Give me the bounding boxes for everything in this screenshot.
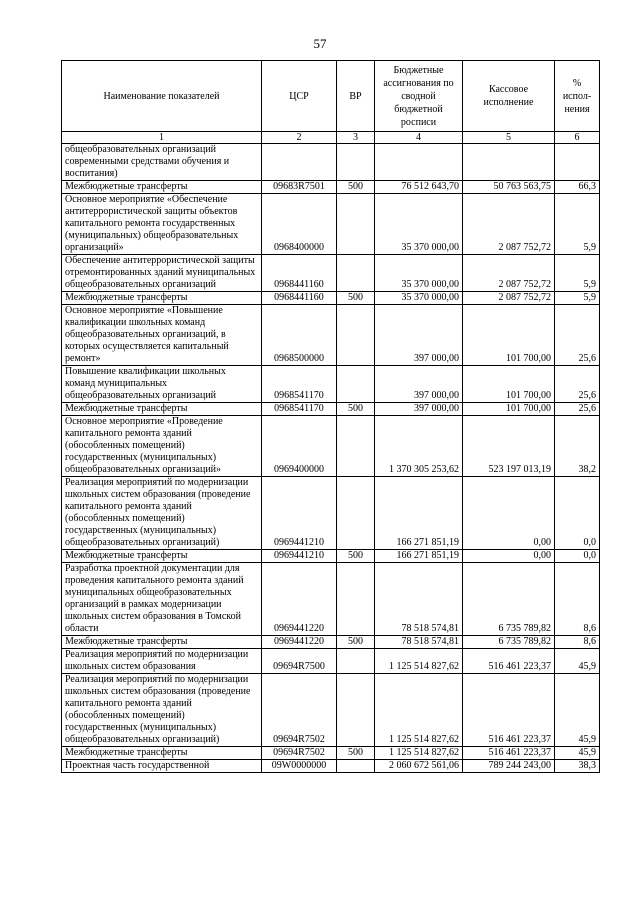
cell-csr: 0969441210 [262,477,337,550]
cell-vr [337,649,375,674]
cell-indicator-name: Основное мероприятие «Проведение капитального ремонта зданий (обособленных помещений) государственных (муниципальных) общеобразовательных организаций» [62,416,262,477]
cell-budget-allocation: 1 370 305 253,62 [375,416,463,477]
cell-vr [337,366,375,403]
cell-cash-execution: 6 735 789,82 [463,636,555,649]
cell-vr [337,760,375,773]
cell-indicator-name: Межбюджетные трансферты [62,747,262,760]
cell-execution-percent: 25,6 [555,305,600,366]
column-number: 2 [262,132,337,144]
cell-indicator-name: Межбюджетные трансферты [62,403,262,416]
cell-execution-percent: 45,9 [555,747,600,760]
cell-csr: 09694R7500 [262,649,337,674]
cell-cash-execution: 2 087 752,72 [463,292,555,305]
cell-csr: 09694R7502 [262,747,337,760]
table-row [62,760,600,773]
table-row [62,747,600,760]
table-row [62,403,600,416]
cell-budget-allocation [375,144,463,181]
cell-cash-execution: 2 087 752,72 [463,194,555,255]
table-row [62,477,600,550]
cell-indicator-name: Межбюджетные трансферты [62,292,262,305]
cell-vr: 500 [337,292,375,305]
cell-budget-allocation: 1 125 514 827,62 [375,747,463,760]
cell-execution-percent: 45,9 [555,649,600,674]
table-row [62,636,600,649]
cell-csr: 0969441210 [262,550,337,563]
cell-vr: 500 [337,747,375,760]
table-row [62,255,600,292]
cell-indicator-name: Проектная часть государственной [62,760,262,773]
cell-cash-execution: 789 244 243,00 [463,760,555,773]
cell-csr: 0968500000 [262,305,337,366]
cell-budget-allocation: 397 000,00 [375,366,463,403]
cell-budget-allocation: 166 271 851,19 [375,550,463,563]
cell-vr: 500 [337,550,375,563]
cell-vr [337,563,375,636]
table-row [62,292,600,305]
cell-vr [337,255,375,292]
cell-cash-execution: 2 087 752,72 [463,255,555,292]
cell-execution-percent: 8,6 [555,563,600,636]
cell-vr [337,305,375,366]
cell-indicator-name: Обеспечение антитеррористической защиты отремонтированных зданий муниципальных общеобразовательных организаций [62,255,262,292]
cell-cash-execution: 0,00 [463,550,555,563]
cell-csr: 09694R7502 [262,674,337,747]
cell-execution-percent: 38,3 [555,760,600,773]
cell-csr: 0969400000 [262,416,337,477]
cell-execution-percent: 45,9 [555,674,600,747]
table-row [62,674,600,747]
cell-cash-execution: 50 763 563,75 [463,181,555,194]
cell-execution-percent: 38,2 [555,416,600,477]
cell-cash-execution: 523 197 013,19 [463,416,555,477]
cell-cash-execution: 516 461 223,37 [463,674,555,747]
page-number: 57 [313,36,327,51]
cell-budget-allocation: 1 125 514 827,62 [375,649,463,674]
cell-vr: 500 [337,181,375,194]
cell-indicator-name: Повышение квалификации школьных команд муниципальных общеобразовательных организаций [62,366,262,403]
cell-csr: 0968541170 [262,366,337,403]
cell-csr [262,144,337,181]
column-number: 1 [62,132,262,144]
cell-budget-allocation: 397 000,00 [375,403,463,416]
cell-execution-percent: 25,6 [555,366,600,403]
cell-vr [337,416,375,477]
cell-cash-execution: 516 461 223,37 [463,747,555,760]
table-row [62,305,600,366]
budget-execution-table [61,60,600,773]
header-indicator-name: Наименование показателей [62,61,262,132]
header-execution-percent: % испол-нения [555,61,600,132]
cell-execution-percent: 5,9 [555,194,600,255]
cell-indicator-name: Реализация мероприятий по модернизации школьных систем образования (проведение капитального ремонта зданий (обособленных помещений) государственных (муниципальных) общеобразовательных организаций) [62,674,262,747]
cell-cash-execution: 101 700,00 [463,305,555,366]
cell-cash-execution: 6 735 789,82 [463,563,555,636]
cell-csr: 0968400000 [262,194,337,255]
cell-budget-allocation: 35 370 000,00 [375,194,463,255]
cell-execution-percent [555,144,600,181]
cell-indicator-name: общеобразовательных организаций современными средствами обучения и воспитания) [62,144,262,181]
header-cash-execution: Кассовое исполнение [463,61,555,132]
cell-vr [337,674,375,747]
table-row [62,550,600,563]
cell-indicator-name: Межбюджетные трансферты [62,181,262,194]
table-body [62,144,600,773]
cell-execution-percent: 0,0 [555,550,600,563]
column-number-row [62,132,600,144]
table-row [62,144,600,181]
cell-csr: 0969441220 [262,563,337,636]
column-number: 3 [337,132,375,144]
cell-vr [337,477,375,550]
cell-budget-allocation: 76 512 643,70 [375,181,463,194]
cell-budget-allocation: 35 370 000,00 [375,292,463,305]
cell-csr: 0969441220 [262,636,337,649]
cell-execution-percent: 0,0 [555,477,600,550]
header-budget-allocations: Бюджетные ассигнования по сводной бюджетной росписи [375,61,463,132]
column-number: 4 [375,132,463,144]
cell-cash-execution: 516 461 223,37 [463,649,555,674]
cell-budget-allocation: 78 518 574,81 [375,563,463,636]
cell-budget-allocation: 35 370 000,00 [375,255,463,292]
cell-budget-allocation: 166 271 851,19 [375,477,463,550]
table-row [62,366,600,403]
cell-indicator-name: Межбюджетные трансферты [62,550,262,563]
table-row [62,194,600,255]
cell-vr: 500 [337,636,375,649]
table-row [62,181,600,194]
cell-execution-percent: 5,9 [555,292,600,305]
cell-execution-percent: 25,6 [555,403,600,416]
cell-budget-allocation: 397 000,00 [375,305,463,366]
cell-execution-percent: 66,3 [555,181,600,194]
header-vr: ВР [337,61,375,132]
table-row [62,416,600,477]
cell-budget-allocation: 1 125 514 827,62 [375,674,463,747]
cell-cash-execution [463,144,555,181]
cell-indicator-name: Основное мероприятие «Обеспечение антитеррористической защиты объектов капитального ремонта государственных (муниципальных) общеобразовательных организаций» [62,194,262,255]
cell-vr [337,194,375,255]
cell-budget-allocation: 78 518 574,81 [375,636,463,649]
cell-csr: 09W0000000 [262,760,337,773]
cell-indicator-name: Реализация мероприятий по модернизации школьных систем образования [62,649,262,674]
cell-indicator-name: Реализация мероприятий по модернизации школьных систем образования (проведение капитального ремонта зданий (обособленных помещений) государственных (муниципальных) общеобразовательных организаций) [62,477,262,550]
cell-csr: 09683R7501 [262,181,337,194]
table-row [62,649,600,674]
cell-cash-execution: 0,00 [463,477,555,550]
header-csr: ЦСР [262,61,337,132]
cell-cash-execution: 101 700,00 [463,366,555,403]
cell-indicator-name: Разработка проектной документации для проведения капитального ремонта зданий муниципальных общеобразовательных организаций в рамках модернизации школьных систем образования в Томской области [62,563,262,636]
cell-indicator-name: Основное мероприятие «Повышение квалификации школьных команд общеобразовательных организаций, в которых осуществляется капитальный ремонт» [62,305,262,366]
cell-execution-percent: 5,9 [555,255,600,292]
cell-csr: 0968441160 [262,292,337,305]
cell-budget-allocation: 2 060 672 561,06 [375,760,463,773]
cell-execution-percent: 8,6 [555,636,600,649]
cell-indicator-name: Межбюджетные трансферты [62,636,262,649]
table-row [62,563,600,636]
cell-csr: 0968441160 [262,255,337,292]
column-number: 6 [555,132,600,144]
cell-vr [337,144,375,181]
cell-cash-execution: 101 700,00 [463,403,555,416]
header-row [62,61,600,132]
column-number: 5 [463,132,555,144]
cell-vr: 500 [337,403,375,416]
cell-csr: 0968541170 [262,403,337,416]
